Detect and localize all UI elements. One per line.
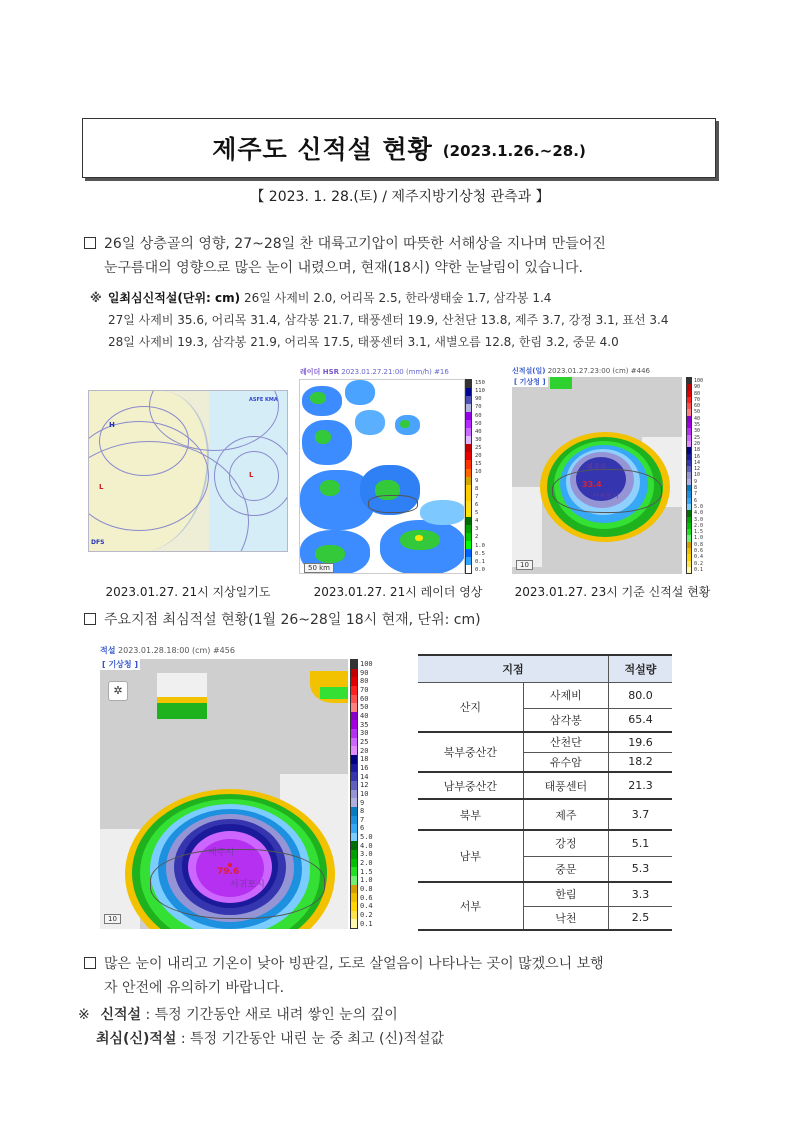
region-cell: 서부	[418, 882, 523, 930]
snow-small-legend-label: 8	[694, 485, 698, 492]
radar-legend-swatch	[466, 525, 471, 533]
inset-map	[157, 673, 207, 719]
reference-mark-icon: ※	[78, 1007, 90, 1023]
jeju-coastline	[368, 495, 418, 513]
snow-large-legend-swatch	[351, 859, 357, 868]
echo-area	[415, 535, 423, 541]
radar-color-legend	[465, 379, 472, 574]
snow-large-legend-label: 90	[360, 668, 369, 677]
summary-paragraph	[84, 232, 734, 280]
snow-small-legend-label: 70	[694, 396, 701, 403]
snow-small-legend-label: 0.8	[694, 541, 704, 548]
radar-legend-label: 40	[475, 428, 482, 435]
summary-line-1: 26일 상층골의 영향, 27~28일 찬 대륙고기압이 따뜻한 서해상을 지나며 만들어진	[104, 236, 606, 252]
snow-small-legend-label: 18	[694, 447, 701, 454]
daily-max-day27: 27일 사제비 35.6, 어리목 31.4, 삼각봉 21.7, 태풍센터 19.9, 산천단 13.8, 제주 3.7, 강정 3.1, 표선 3.4	[108, 313, 669, 327]
radar-legend-swatch	[466, 517, 471, 525]
no-data-area	[512, 487, 542, 567]
snow-small-legend-label: 0.1	[694, 566, 704, 573]
snow-large-legend-label: 30	[360, 729, 369, 738]
region-cell: 북부중산간	[418, 732, 523, 772]
definition-desc-1: : 특정 기간동안 새로 내려 쌓인 눈의 깊이	[141, 1007, 398, 1023]
snow-large-legend-swatch	[351, 911, 357, 920]
snow-large-legend-swatch	[351, 695, 357, 704]
inset-snow-band	[157, 703, 207, 719]
warning-line-1: 많은 눈이 내리고 기온이 낮아 빙판길, 도로 살얼음이 나타나는 곳이 많겠으니 보행	[104, 956, 604, 972]
snow-large-legend-label: 40	[360, 711, 369, 720]
radar-legend-label: 150	[475, 380, 485, 386]
radar-header-prefix: 레이더 HSR	[300, 368, 340, 376]
region-cell: 북부	[418, 799, 523, 830]
echo-area	[400, 420, 410, 428]
snow-large-legend-labels	[360, 660, 373, 928]
snow-small-legend-label: 12	[694, 466, 701, 473]
kma-tag: [ 기상청 ]	[514, 378, 546, 386]
low-pressure-label-east: L	[249, 471, 254, 479]
checkbox-bullet-icon	[84, 613, 96, 625]
snow-large-legend-label: 18	[360, 755, 369, 764]
snow-large-legend-label: 0.6	[360, 893, 373, 902]
snow-small-caption: 2023.01.27. 23시 기준 신적설 현황	[514, 585, 711, 599]
radar-legend-label: 0.5	[475, 550, 485, 557]
snow-large-legend-swatch	[351, 746, 357, 755]
snow-large-legend-label: 4.0	[360, 841, 373, 850]
snow-small-legend-label: 1.5	[694, 529, 704, 536]
report-subtitle: 【 2023. 1. 28.(토) / 제주지방기상청 관측과 】	[250, 189, 550, 205]
snow-large-legend-swatch	[351, 755, 357, 764]
title-box	[82, 118, 716, 178]
snow-large-legend-label: 7	[360, 815, 365, 824]
snow-large-legend-swatch	[351, 902, 357, 911]
snow-large-legend-swatch	[351, 807, 357, 816]
radar-legend-label: 110	[475, 388, 485, 395]
table-row	[418, 732, 672, 752]
snow-small-legend-label: 20	[694, 440, 701, 447]
warning-line-2: 자 안전에 유의하기 바랍니다.	[104, 980, 285, 996]
snow-large-legend-swatch	[351, 798, 357, 807]
header-snow-depth: 적설량	[608, 655, 672, 682]
radar-scale-bar: 50 km	[304, 563, 334, 573]
snow-large-legend-label: 70	[360, 685, 369, 694]
city-label-jeju: 제주시	[208, 848, 235, 858]
snow-large-legend-swatch	[351, 885, 357, 894]
snow-large-legend-swatch	[351, 876, 357, 885]
snow-large-legend-swatch	[351, 833, 357, 842]
snow-large-legend-swatch	[351, 677, 357, 686]
station-cell: 낙천	[523, 906, 608, 930]
snow-large-legend-label: 25	[360, 737, 369, 746]
definition-desc-2: : 특정 기간동안 내린 눈 중 최고 (신)적설값	[176, 1031, 445, 1047]
region-cell: 남부	[418, 830, 523, 882]
station-cell: 제주	[523, 799, 608, 830]
snow-small-legend-label: 30	[694, 428, 701, 435]
snow-small-legend-label: 10	[694, 472, 701, 479]
snow-small-legend-label: 0.6	[694, 548, 704, 555]
snow-depth-cell: 19.6	[608, 732, 672, 752]
snow-large-legend-label: 10	[360, 789, 369, 798]
radar-legend-swatch	[466, 549, 471, 557]
city-label-seogwipo: 서귀포시	[230, 880, 265, 890]
snow-large-legend-label: 3.0	[360, 850, 373, 859]
radar-legend-label: 25	[475, 445, 482, 451]
echo-area	[310, 392, 326, 404]
station-cell: 유수암	[523, 752, 608, 772]
snow-large-header-rest: 2023.01.28.18:00 (cm) #456	[118, 646, 235, 655]
snow-small-legend-label: 9	[694, 478, 698, 485]
warning-paragraph	[84, 952, 734, 1000]
echo-area	[315, 545, 345, 563]
radar-legend-swatch	[466, 428, 471, 436]
station-cell: 태풍센터	[523, 772, 608, 799]
summary-line-2: 눈구름대의 영향으로 많은 눈이 내렸으며, 현재(18시) 약한 눈날림이 있습니다.	[104, 260, 583, 276]
snow-large-legend-swatch	[351, 893, 357, 902]
radar-legend-labels	[475, 380, 485, 573]
radar-legend-swatch	[466, 493, 471, 501]
surface-chart-caption: 2023.01.27. 21시 지상일기도	[105, 585, 271, 599]
snow-large-legend-label: 9	[360, 798, 365, 807]
station-cell: 한림	[523, 882, 608, 906]
snow-small-legend-label: 7	[694, 491, 698, 498]
checkbox-bullet-icon	[84, 237, 96, 249]
radar-legend-swatch	[466, 420, 471, 428]
radar-legend-swatch	[466, 412, 471, 420]
radar-legend-swatch	[466, 396, 471, 404]
high-pressure-label: H	[109, 421, 115, 429]
snow-depth-cell: 2.5	[608, 906, 672, 930]
snow-large-legend-label: 12	[360, 781, 369, 790]
radar-legend-label: 5	[475, 510, 479, 516]
radar-legend-label: 1.0	[475, 542, 485, 549]
snow-small-legend-label: 0.2	[694, 560, 704, 567]
snow-large-legend-swatch	[351, 841, 357, 850]
radar-legend-label: 30	[475, 436, 482, 443]
radar-legend-label: 10	[475, 469, 482, 476]
radar-legend-label: 90	[475, 396, 482, 403]
snow-large-header-prefix: 적설	[100, 646, 116, 655]
region-cell: 산지	[418, 682, 523, 732]
echo-area	[315, 430, 331, 444]
radar-legend-label: 7	[475, 493, 479, 500]
snow-small-legend-swatch	[687, 567, 691, 573]
snow-large-legend-label: 0.8	[360, 885, 373, 894]
echo-area	[420, 500, 465, 525]
snow-small-legend-label: 5.0	[694, 503, 704, 510]
snow-large-legend-label: 80	[360, 677, 369, 686]
snow-large-legend-label: 2.0	[360, 859, 373, 868]
snow-small-scale-bar: 10	[516, 560, 533, 570]
snow-large-legend-swatch	[351, 764, 357, 773]
table-row	[418, 830, 672, 856]
snow-small-legend-label: 100	[694, 378, 704, 384]
snow-large-legend-swatch	[351, 738, 357, 747]
snow-large-legend-swatch	[351, 790, 357, 799]
snow-small-legend-label: 25	[694, 434, 701, 441]
snow-small-legend-label: 6	[694, 497, 698, 504]
snow-large-color-legend	[350, 659, 358, 929]
snow-small-legend-label: 16	[694, 453, 701, 460]
snow-small-legend-label: 40	[694, 415, 701, 422]
snow-small-header	[512, 366, 650, 376]
surface-weather-chart	[88, 390, 288, 552]
snow-large-scale-bar: 10	[104, 914, 121, 924]
city-label-seogwipo: 서귀포시	[592, 492, 620, 500]
radar-legend-swatch	[466, 436, 471, 444]
snow-large-legend-swatch	[351, 720, 357, 729]
snow-large-legend-swatch	[351, 686, 357, 695]
snow-large-legend-swatch	[351, 772, 357, 781]
radar-legend-swatch	[466, 477, 471, 485]
snow-large-legend-label: 60	[360, 694, 369, 703]
snow-large-legend-label: 0.4	[360, 902, 373, 911]
daily-max-day26: 26일 사제비 2.0, 어리목 2.5, 한라생태숲 1.7, 삼각봉 1.4	[243, 291, 552, 305]
radar-legend-label: 9	[475, 477, 479, 484]
snow-large-legend-label: 0.2	[360, 911, 373, 920]
snow-large-legend-label: 0.1	[360, 919, 373, 928]
radar-legend-swatch	[466, 452, 471, 460]
snow-small-legend-label: 14	[694, 459, 701, 466]
station-cell: 강정	[523, 830, 608, 856]
snow-small-legend-label: 35	[694, 422, 701, 429]
radar-legend-swatch	[466, 533, 471, 541]
dfs-label: DFS	[91, 539, 105, 546]
snow-large-legend-label: 20	[360, 746, 369, 755]
snow-small-legend-label: 2.0	[694, 522, 704, 529]
snow-large-legend-swatch	[351, 703, 357, 712]
radar-legend-label: 8	[475, 485, 479, 492]
echo-area	[320, 480, 340, 496]
snow-large-legend-label: 1.5	[360, 867, 373, 876]
kma-label: ASFE KMA	[249, 397, 278, 403]
snow-small-legend-label: 90	[694, 384, 701, 391]
city-label-jeju: 제주시	[586, 463, 607, 471]
snow-small-legend-label: 4.0	[694, 510, 704, 517]
radar-legend-label: 60	[475, 412, 482, 419]
snow-large-legend-swatch	[351, 729, 357, 738]
snow-patch	[550, 377, 572, 389]
snow-depth-cell: 5.1	[608, 830, 672, 856]
station-cell: 중문	[523, 856, 608, 882]
definitions	[78, 1003, 728, 1051]
radar-legend-swatch	[466, 509, 471, 517]
main-points-heading-text: 주요지점 최심적설 현황(1월 26~28일 18시 현재, 단위: cm)	[104, 612, 481, 628]
low-pressure-label: L	[99, 483, 104, 491]
snow-large-legend-label: 16	[360, 763, 369, 772]
snow-large-legend-label: 6	[360, 824, 365, 833]
radar-header-rest: 2023.01.27.21:00 (mm/h) #16	[341, 368, 449, 376]
radar-legend-swatch	[466, 444, 471, 452]
checkbox-bullet-icon	[84, 957, 96, 969]
snow-small-map	[512, 377, 682, 574]
snow-small-legend-label: 3.0	[694, 516, 704, 523]
snow-small-legend-label: 80	[694, 390, 701, 397]
definition-term-1: 신적설	[100, 1007, 142, 1023]
snow-large-legend-label: 50	[360, 703, 369, 712]
station-cell: 삼각봉	[523, 708, 608, 732]
snow-large-map	[100, 659, 348, 929]
snow-large-legend-label: 8	[360, 807, 365, 816]
radar-legend-swatch	[466, 541, 471, 549]
table-header-row	[418, 655, 672, 682]
snow-small-legend-label: 0.4	[694, 554, 704, 561]
snow-large-legend-label: 35	[360, 720, 369, 729]
radar-caption: 2023.01.27. 21시 레이더 영상	[313, 585, 483, 599]
snow-large-legend-label: 100	[360, 660, 373, 668]
table-row	[418, 882, 672, 906]
snow-large-legend-swatch	[351, 824, 357, 833]
radar-legend-label: 15	[475, 461, 482, 468]
snow-large-legend-swatch	[351, 919, 357, 928]
daily-max-note	[90, 287, 735, 353]
radar-legend-swatch	[466, 380, 471, 388]
snow-large-legend-label: 14	[360, 772, 369, 781]
radar-legend-label: 0.1	[475, 558, 485, 565]
header-station: 지점	[418, 655, 608, 682]
snow-small-legend-label: 50	[694, 409, 701, 416]
snow-small-color-legend	[686, 377, 692, 574]
snow-small-legend-label: 1.0	[694, 535, 704, 542]
snow-small-header-rest: 2023.01.27.23:00 (cm) #446	[547, 367, 650, 375]
radar-legend-label: 2	[475, 534, 479, 541]
snow-depth-cell: 18.2	[608, 752, 672, 772]
radar-legend-label: 20	[475, 453, 482, 460]
station-cell: 사제비	[523, 682, 608, 708]
snow-large-legend-swatch	[351, 816, 357, 825]
snow-depth-cell: 80.0	[608, 682, 672, 708]
snow-depth-cell: 5.3	[608, 856, 672, 882]
snow-large-legend-swatch	[351, 781, 357, 790]
radar-legend-label: 0.0	[475, 566, 485, 573]
radar-image	[299, 379, 465, 574]
page-title: 제주도 신적설 현황	[212, 135, 433, 164]
snow-small-header-prefix: 신적설(일)	[512, 367, 546, 375]
radar-legend-label: 4	[475, 518, 479, 525]
snow-depth-cell: 3.3	[608, 882, 672, 906]
snow-depth-cell: 21.3	[608, 772, 672, 799]
echo-area	[345, 380, 375, 405]
main-points-table	[418, 654, 672, 931]
snow-small-legend-label: 60	[694, 403, 701, 410]
kma-tag: [ 기상청 ]	[102, 660, 139, 669]
radar-legend-swatch	[466, 565, 471, 573]
radar-legend-swatch	[466, 557, 471, 565]
echo-area	[355, 410, 385, 435]
snow-depth-cell: 3.7	[608, 799, 672, 830]
daily-max-day28: 28일 사제비 19.3, 삼각봉 21.9, 어리목 17.5, 태풍센터 3.1, 새별오름 12.8, 한림 3.2, 중문 4.0	[108, 335, 619, 349]
table-row	[418, 682, 672, 708]
snow-patch-ne-green	[320, 687, 348, 699]
reference-mark-icon: ※	[90, 291, 102, 305]
max-snow-value: 79.6	[217, 867, 240, 877]
radar-legend-swatch	[466, 501, 471, 509]
snow-large-legend-swatch	[351, 712, 357, 721]
max-snow-value: 33.4	[582, 480, 602, 489]
radar-legend-label: 6	[475, 501, 479, 508]
radar-legend-label: 3	[475, 526, 479, 533]
radar-legend-swatch	[466, 404, 471, 412]
snow-large-legend-swatch	[351, 867, 357, 876]
snow-large-header	[100, 645, 235, 656]
radar-legend-swatch	[466, 485, 471, 493]
snow-large-legend-swatch	[351, 850, 357, 859]
snow-large-legend-swatch	[351, 660, 357, 669]
radar-legend-swatch	[466, 388, 471, 396]
snow-large-legend-label: 1.0	[360, 876, 373, 885]
table-row	[418, 772, 672, 799]
loading-spinner-icon: ✲	[108, 681, 128, 701]
radar-legend-label: 50	[475, 420, 482, 427]
snow-large-legend-swatch	[351, 669, 357, 678]
table-row	[418, 799, 672, 830]
radar-legend-label: 70	[475, 404, 482, 411]
station-cell: 산천단	[523, 732, 608, 752]
snow-large-legend-label: 5.0	[360, 833, 373, 842]
region-cell: 남부중산간	[418, 772, 523, 799]
title-period: (2023.1.26.~28.)	[442, 142, 586, 160]
daily-max-label: 일최심신적설(단위: cm)	[107, 291, 241, 305]
definition-term-2: 최심(신)적설	[96, 1031, 177, 1047]
radar-header	[300, 367, 449, 377]
main-points-heading	[84, 608, 734, 632]
snow-depth-cell: 65.4	[608, 708, 672, 732]
radar-legend-swatch	[466, 460, 471, 468]
radar-legend-swatch	[466, 469, 471, 477]
snow-small-legend-labels	[694, 378, 703, 573]
